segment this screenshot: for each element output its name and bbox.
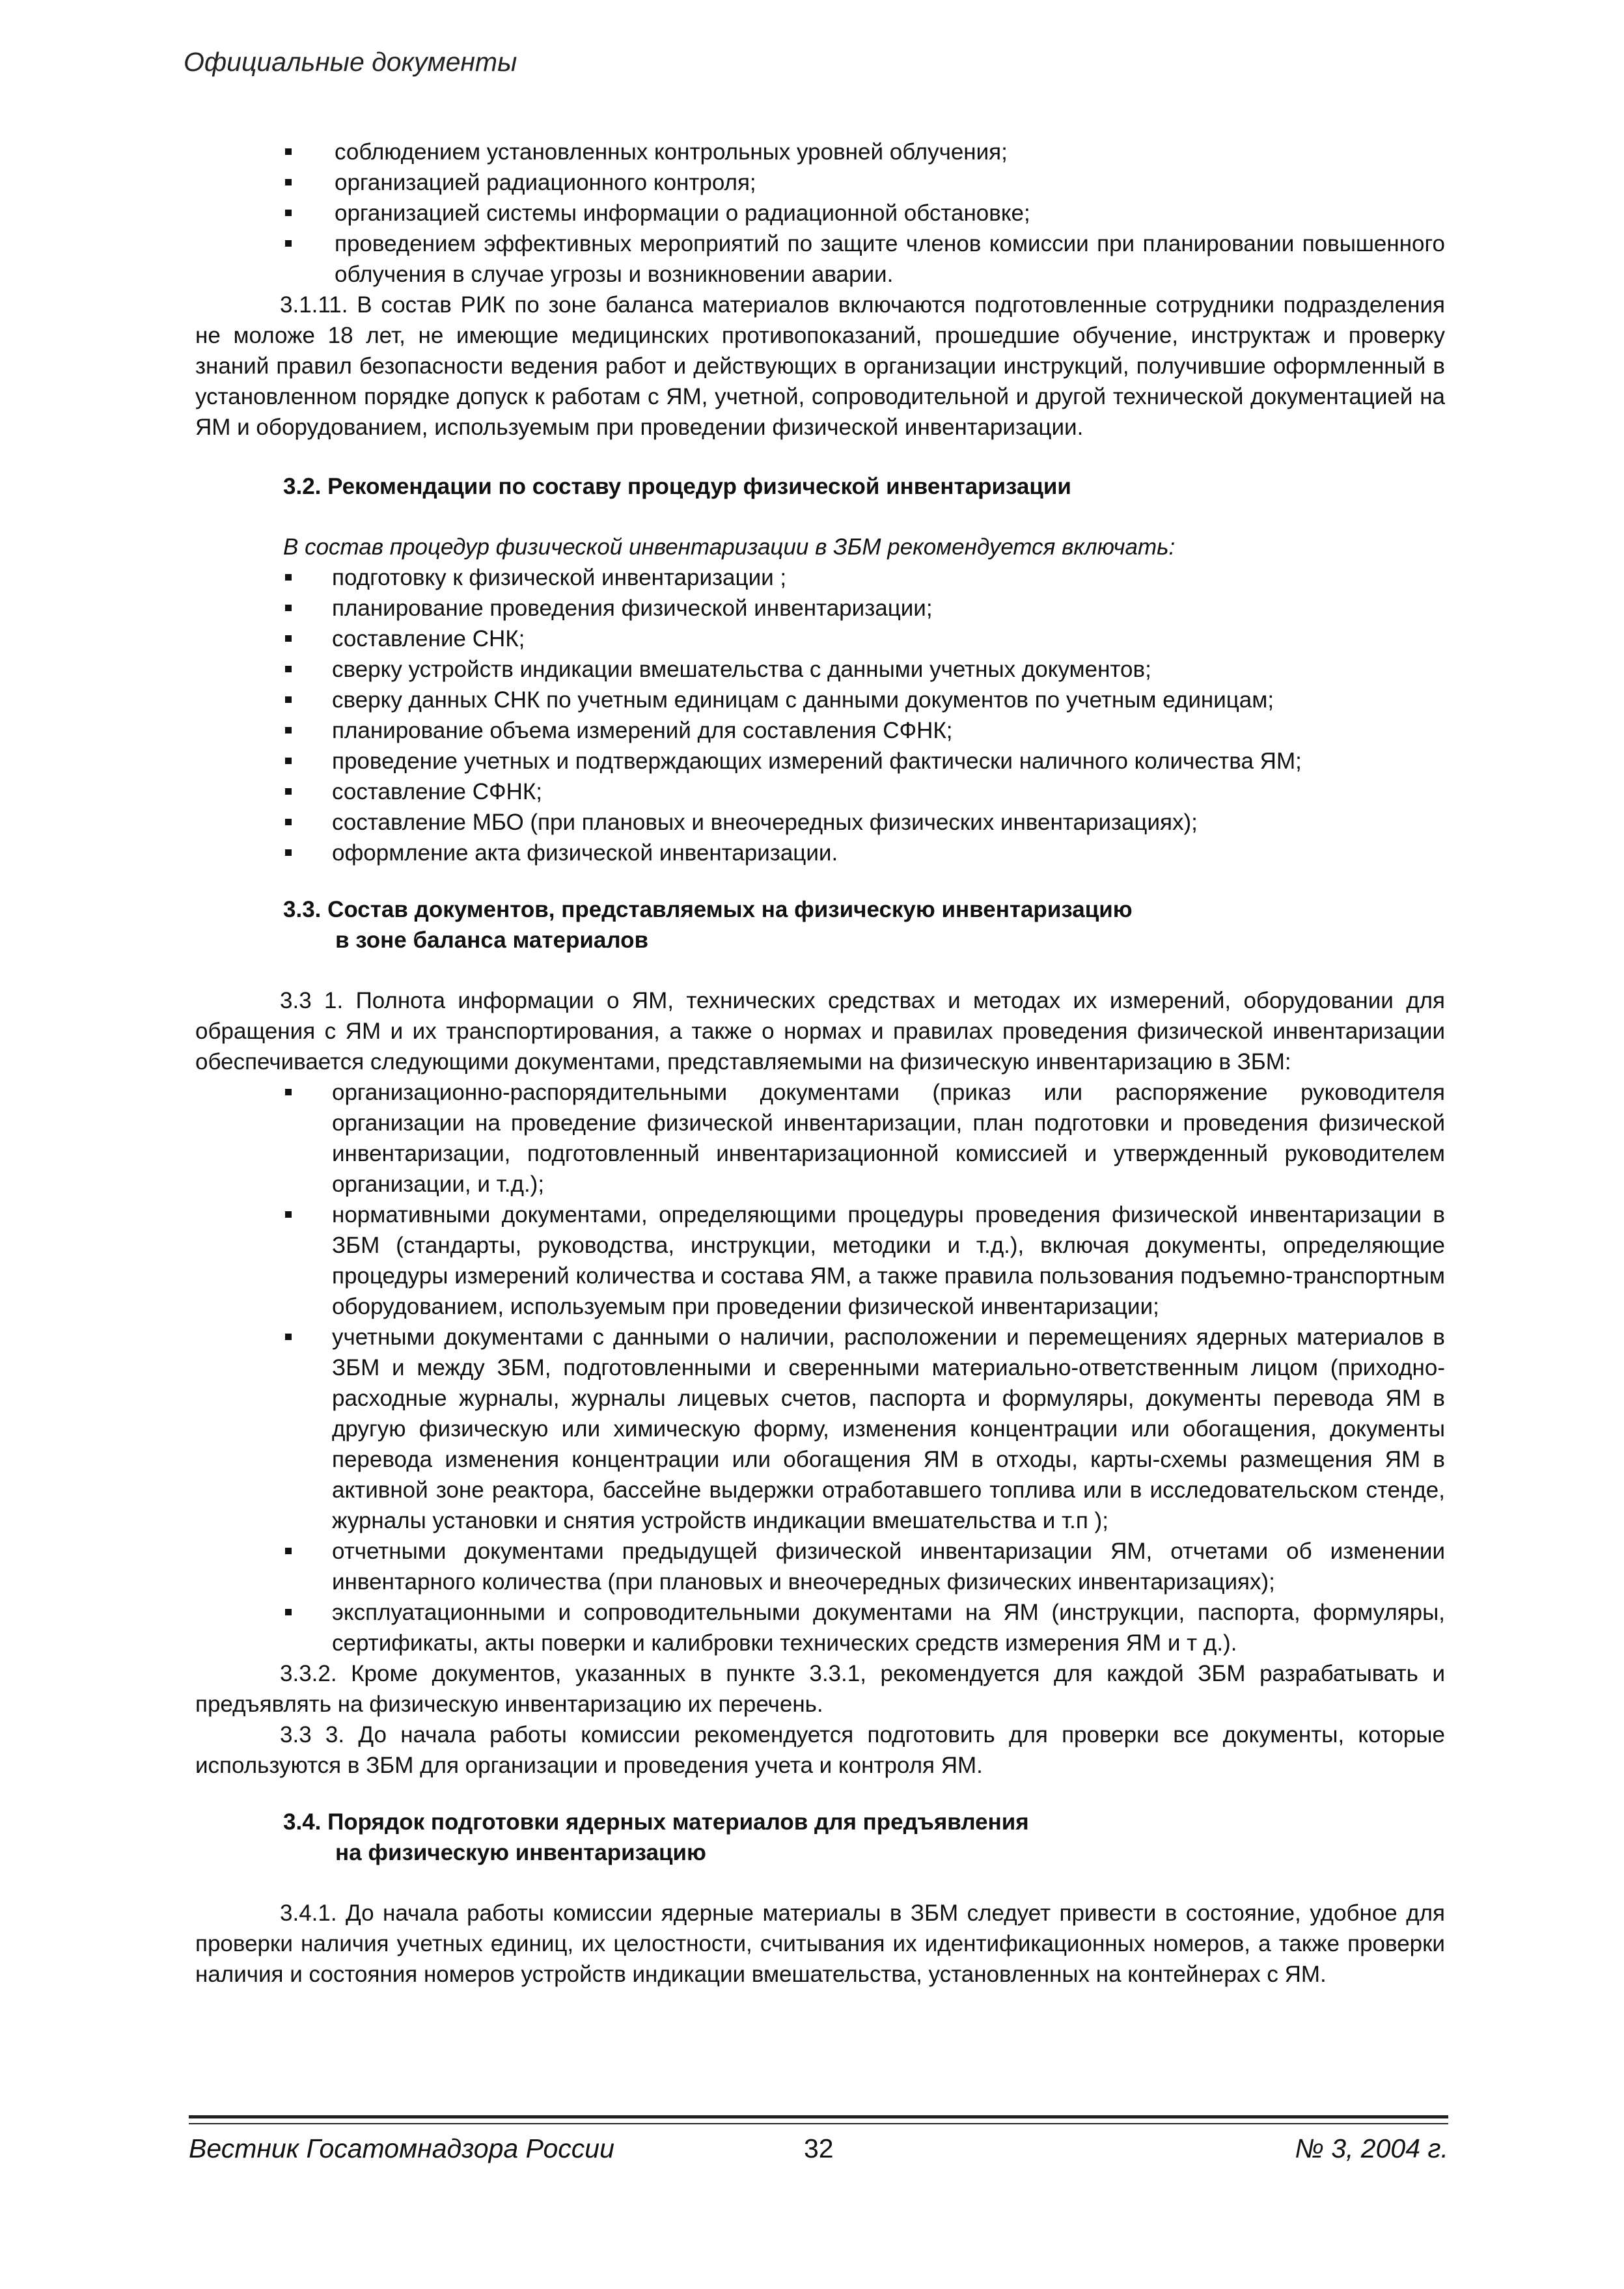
paragraph-3-3-1: 3.3 1. Полнота информации о ЯМ, технических средствах и методах их измерений, оборудовании для обращения с ЯМ и их транспортирования, а также о нормах и правилах проведения физической инвентаризации обеспечивается следующими документами, представляемыми на физическую инвентаризацию в ЗБМ: xyxy=(195,988,1445,1075)
footer-rule xyxy=(189,2123,1448,2124)
section-heading-3-2: 3.2. Рекомендации по составу процедур физической инвентаризации xyxy=(283,474,1071,499)
list-item: составление МБО (при плановых и внеочередных физических инвентаризациях); xyxy=(195,807,1445,838)
list-item: оформление акта физической инвентаризации. xyxy=(195,838,1445,868)
list-item: отчетными документами предыдущей физической инвентаризации ЯМ, отчетами об изменении инвентарного количества (при плановых и внеочередных физических инвентаризациях); xyxy=(195,1536,1445,1597)
list-item: нормативными документами, определяющими процедуры проведения физической инвентаризации в ЗБМ (стандарты, руководства, инструкции, методики и т.д.), включая документы, определяющие процедуры измерений количества и состава ЯМ, а также правила пользования подъемно-транспортным оборудованием, используемым при проведении физической инвентаризации; xyxy=(195,1199,1445,1322)
paragraph-3-3-2: 3.3.2. Кроме документов, указанных в пункте 3.3.1, рекомендуется для каждой ЗБМ разрабатывать и предъявлять на физическую инвентаризацию их перечень. xyxy=(195,1661,1445,1717)
section-intro: В состав процедур физической инвентаризации в ЗБМ рекомендуется включать: xyxy=(283,534,1176,560)
list-item: организацией радиационного контроля; xyxy=(195,167,1445,198)
paragraph-3-4-1: 3.4.1. До начала работы комиссии ядерные материалы в ЗБМ следует привести в состояние, удобное для проверки наличия учетных единиц, их целостности, считывания их идентификационных номеров, а также проверки наличия и состояния номеров устройств индикации вмешательства, установленных на контейнерах с ЯМ. xyxy=(195,1900,1445,1987)
list-item: проведение учетных и подтверждающих измерений фактически наличного количества ЯМ; xyxy=(195,746,1445,776)
list-item: эксплуатационными и сопроводительными документами на ЯМ (инструкции, паспорта, формуляры, сертификаты, акты поверки и калибровки технических средств измерения ЯМ и т д.). xyxy=(195,1597,1445,1658)
list-item: сверку устройств индикации вмешательства с данными учетных документов; xyxy=(195,654,1445,685)
journal-name: Вестник Госатомнадзора России xyxy=(189,2133,614,2163)
list-item: подготовку к физической инвентаризации ; xyxy=(195,562,1445,593)
heading-line: 3.3. Состав документов, представляемых на физическую инвентаризацию xyxy=(283,897,1133,922)
procedures-list xyxy=(195,562,1445,868)
footer-rule xyxy=(189,2115,1448,2118)
page-number: 32 xyxy=(804,2133,834,2163)
measures-list xyxy=(195,137,1445,290)
list-item: соблюдением установленных контрольных уровней облучения; xyxy=(195,137,1445,167)
list-item: организационно-распорядительными документами (приказ или распоряжение руководителя организации на проведение физической инвентаризации, план подготовки и проведения физической инвентаризации, подготовленный инвентаризационной комиссией и утвержденный руководителем организации, и т.д.); xyxy=(195,1077,1445,1199)
list-item: составление СФНК; xyxy=(195,776,1445,807)
documents-list xyxy=(195,1077,1445,1658)
list-item: планирование проведения физической инвентаризации; xyxy=(195,593,1445,624)
section-heading-3-4 xyxy=(195,1807,1445,1868)
list-item: составление СНК; xyxy=(195,624,1445,654)
heading-line: на физическую инвентаризацию xyxy=(335,1840,706,1865)
document-body xyxy=(195,137,1445,1990)
list-item: планирование объема измерений для составления СФНК; xyxy=(195,715,1445,746)
list-item: сверку данных СНК по учетным единицам с данными документов по учетным единицам; xyxy=(195,685,1445,715)
paragraph-3-1-11: 3.1.11. В состав РИК по зоне баланса материалов включаются подготовленные сотрудники подразделения не моложе 18 лет, не имеющие медицинских противопоказаний, прошедшие обучение, инструктаж и проверку знаний правил безопасности ведения работ и действующих в организации инструкций, получившие оформленный в установленном порядке допуск к работам с ЯМ, учетной, сопроводительной и другой технической документацией на ЯМ и оборудованием, используемым при проведении физической инвентаризации. xyxy=(195,292,1445,440)
heading-line: в зоне баланса материалов xyxy=(335,927,649,953)
list-item: организацией системы информации о радиационной обстановке; xyxy=(195,198,1445,228)
section-heading-3-3 xyxy=(195,894,1445,955)
paragraph-3-3-3: 3.3 3. До начала работы комиссии рекомендуется подготовить для проверки все документы, которые используются в ЗБМ для организации и проведения учета и контроля ЯМ. xyxy=(195,1722,1445,1778)
list-item: проведением эффективных мероприятий по защите членов комиссии при планировании повышенного облучения в случае угрозы и возникновении аварии. xyxy=(195,228,1445,290)
issue-info: № 3, 2004 г. xyxy=(1295,2133,1448,2163)
list-item: учетными документами с данными о наличии, расположении и перемещениях ядерных материалов в ЗБМ и между ЗБМ, подготовленными и сверенными материально-ответственным лицом (приходно-расходные журналы, журналы лицевых счетов, паспорта и формуляры, документы перевода ЯМ в другую физическую или химическую форму, изменения концентрации или обогащения, документы перевода изменения концентрации или обогащения ЯМ в отходы, карты-схемы размещения ЯМ в активной зоне реактора, бассейне выдержки отработавшего топлива или в исследовательском стенде, журналы установки и снятия устройств индикации вмешательства и т.п ); xyxy=(195,1322,1445,1536)
heading-line: 3.4. Порядок подготовки ядерных материалов для предъявления xyxy=(283,1809,1029,1835)
page-header: Официальные документы xyxy=(184,47,517,77)
